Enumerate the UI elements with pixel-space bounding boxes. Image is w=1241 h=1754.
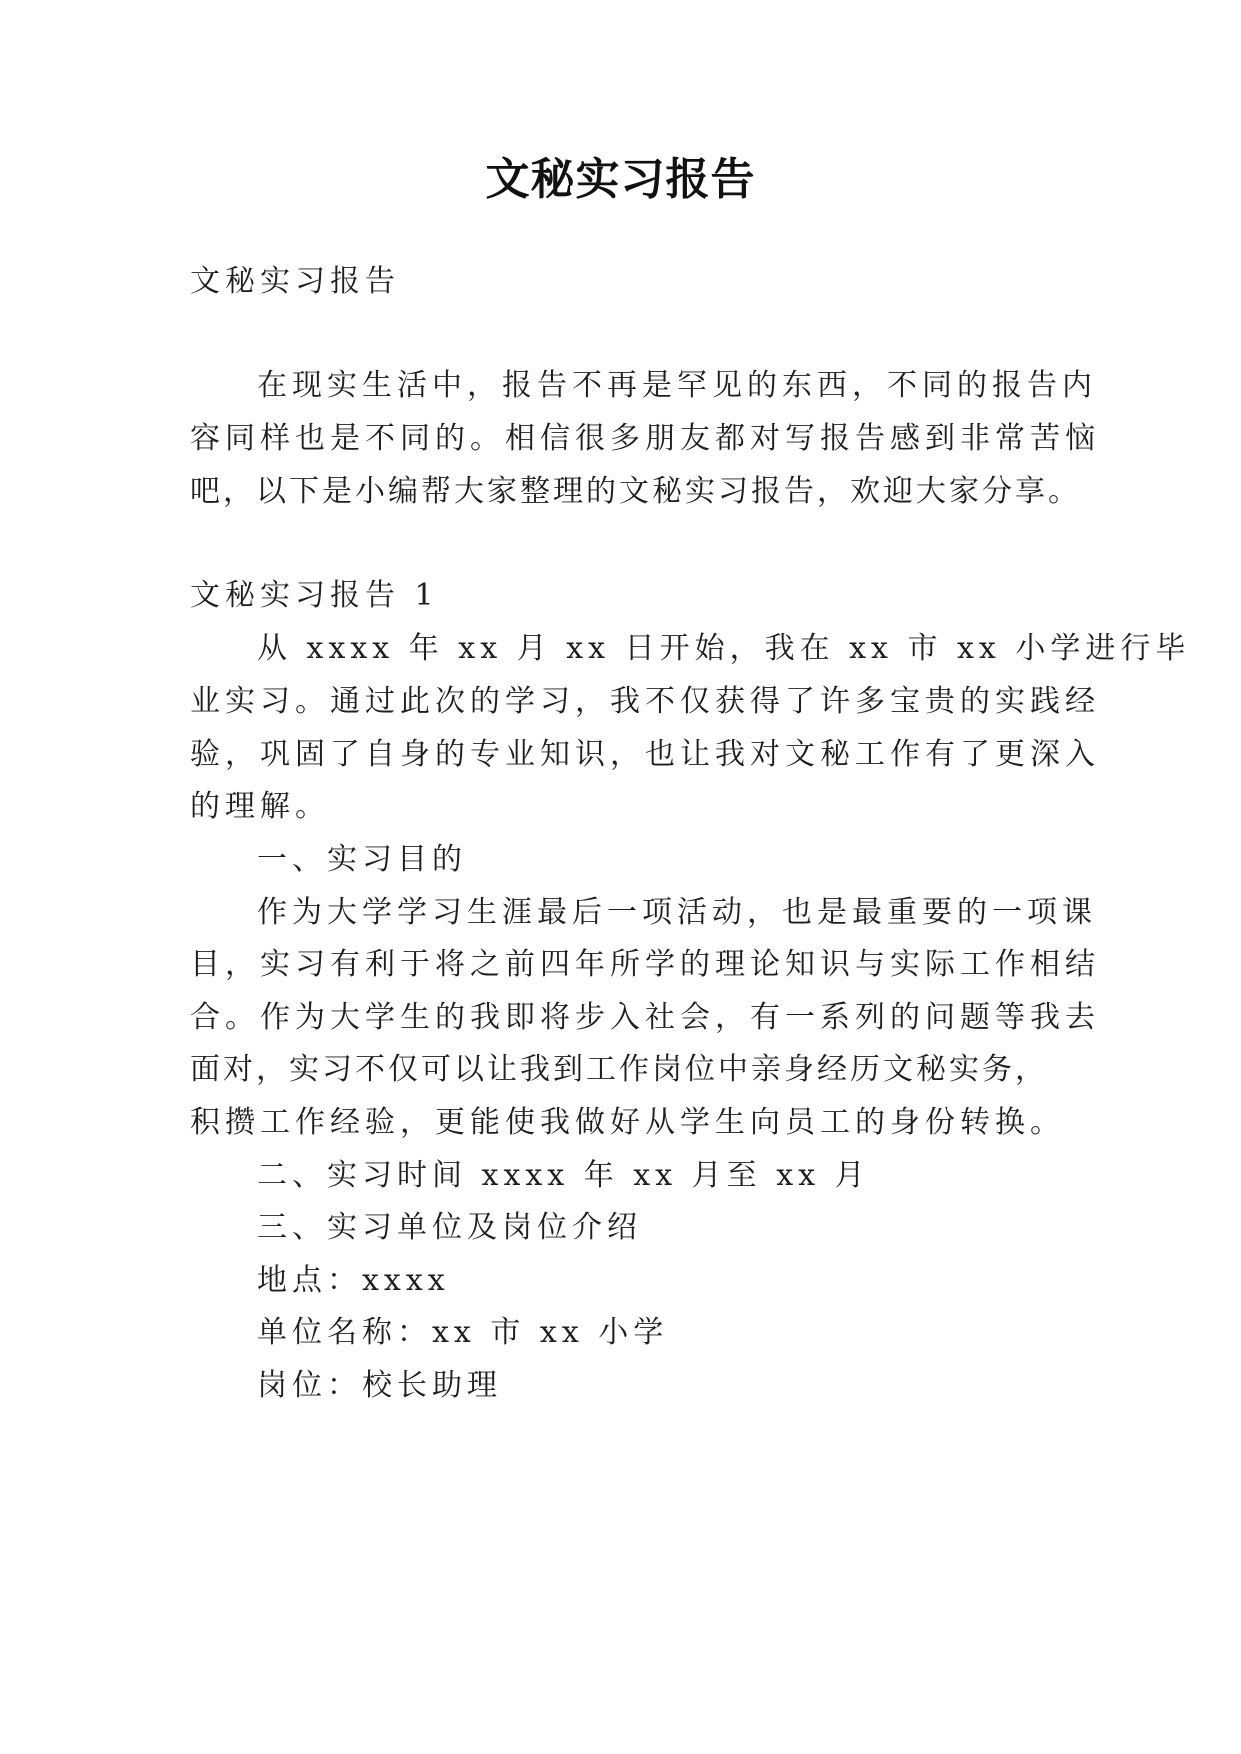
purpose-line-4: 面对，实习不仅可以让我到工作岗位中亲身经历文秘实务， (190, 1052, 1048, 1087)
position-line: 岗位：校长助理 (257, 1368, 502, 1403)
purpose-heading: 一、实习目的 (257, 842, 467, 877)
time-heading: 二、实习时间 xxxx 年 xx 月至 xx 月 (257, 1158, 870, 1193)
section-1-heading: 文秘实习报告 1 (190, 578, 439, 613)
para-1-line-3: 验，巩固了自身的专业知识，也让我对文秘工作有了更深入 (190, 737, 1100, 772)
para-1-line-4: 的理解。 (190, 789, 330, 824)
para-1-line-2: 业实习。通过此次的学习，我不仅获得了许多宝贵的实践经 (190, 684, 1100, 719)
document-title: 文秘实习报告 (485, 154, 756, 205)
intro-line-2: 容同样也是不同的。相信很多朋友都对写报告感到非常苦恼 (190, 421, 1100, 456)
purpose-line-1: 作为大学学习生涯最后一项活动，也是最重要的一项课 (257, 895, 1097, 930)
purpose-line-2: 目，实习有利于将之前四年所学的理论知识与实际工作相结 (190, 947, 1100, 982)
unit-heading: 三、实习单位及岗位介绍 (257, 1210, 642, 1245)
location-line: 地点：xxxx (257, 1263, 450, 1298)
intro-line-1: 在现实生活中，报告不再是罕见的东西，不同的报告内 (257, 368, 1097, 403)
purpose-line-5: 积攒工作经验，更能使我做好从学生向员工的身份转换。 (190, 1105, 1065, 1140)
para-1-line-1: 从 xxxx 年 xx 月 xx 日开始，我在 xx 市 xx 小学进行毕 (257, 631, 1191, 666)
unit-name-line: 单位名称：xx 市 xx 小学 (257, 1315, 669, 1350)
document-subtitle: 文秘实习报告 (190, 264, 400, 299)
purpose-line-3: 合。作为大学生的我即将步入社会，有一系列的问题等我去 (190, 1000, 1100, 1035)
intro-line-3: 吧，以下是小编帮大家整理的文秘实习报告，欢迎大家分享。 (190, 474, 1081, 509)
